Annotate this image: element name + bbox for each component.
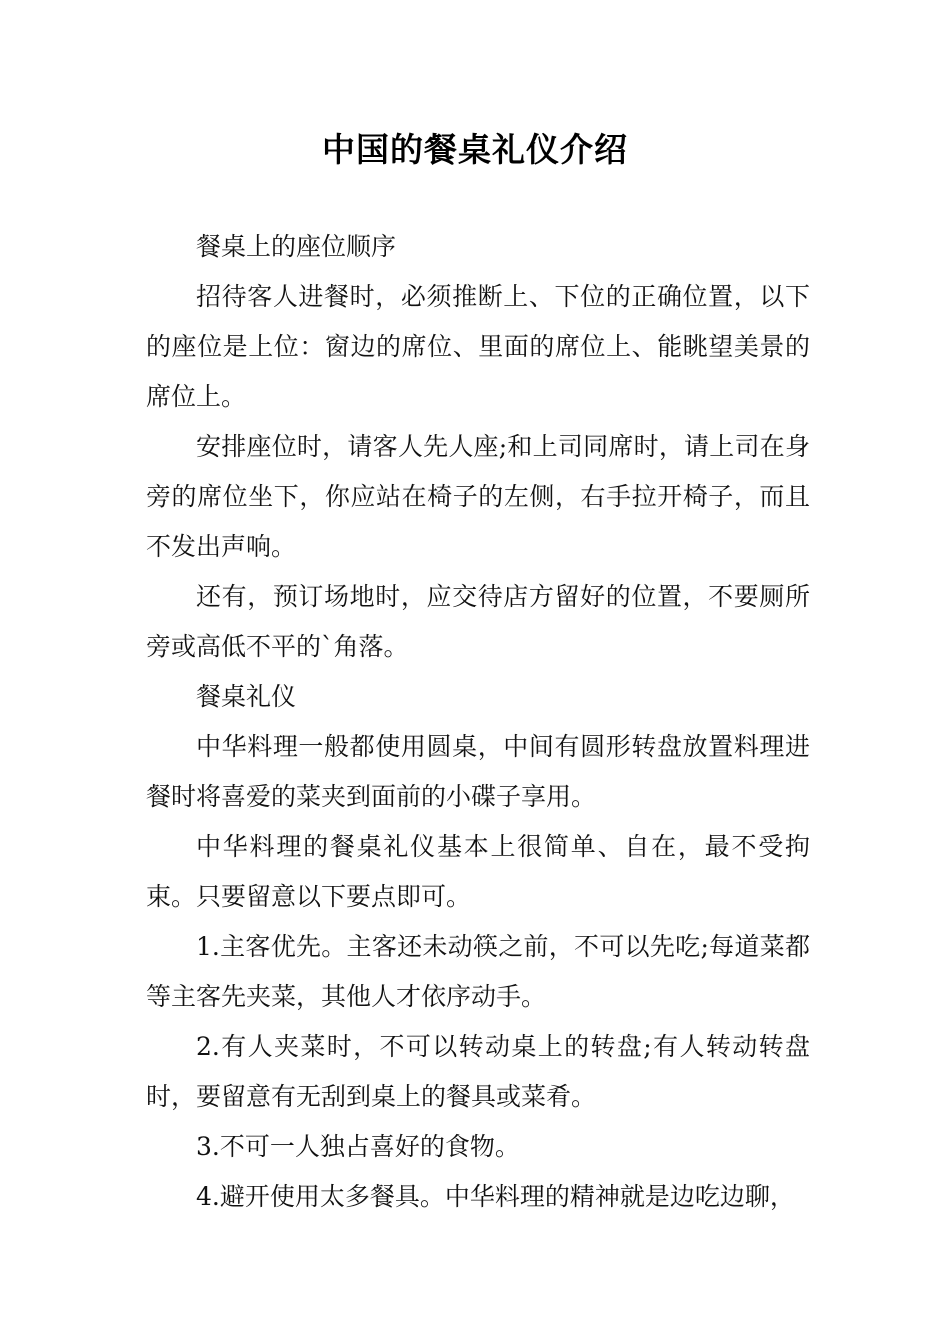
section-heading-seating: 餐桌上的座位顺序 [196, 232, 397, 261]
list-item: 3.不可一人独占喜好的食物。 [196, 1132, 520, 1161]
paragraph: 招待客人进餐时，必须推断上、下位的正确位置，以下的座位是上位：窗边的席位、里面的席位上、能眺望美景的席位上。 [146, 282, 810, 411]
list-item: 2.有人夹菜时，不可以转动桌上的转盘;有人转动转盘时，要留意有无刮到桌上的餐具或菜肴。 [146, 1032, 810, 1111]
paragraph: 中华料理一般都使用圆桌，中间有圆形转盘放置料理进餐时将喜爱的菜夹到面前的小碟子享用。 [146, 732, 810, 811]
document-body [146, 222, 810, 1222]
list-item: 1.主客优先。主客还未动筷之前，不可以先吃;每道菜都等主客先夹菜，其他人才依序动手。 [146, 932, 810, 1011]
paragraph: 还有，预订场地时，应交待店方留好的位置，不要厕所旁或高低不平的`角落。 [146, 582, 810, 661]
paragraph: 中华料理的餐桌礼仪基本上很简单、自在，最不受拘束。只要留意以下要点即可。 [146, 832, 810, 911]
document-title: 中国的餐桌礼仪介绍 [322, 130, 628, 169]
list-item: 4.避开使用太多餐具。中华料理的精神就是边吃边聊， [196, 1182, 795, 1211]
section-heading-etiquette: 餐桌礼仪 [196, 682, 297, 711]
paragraph: 安排座位时，请客人先人座;和上司同席时，请上司在身旁的席位坐下，你应站在椅子的左侧，右手拉开椅子，而且不发出声响。 [146, 432, 810, 561]
